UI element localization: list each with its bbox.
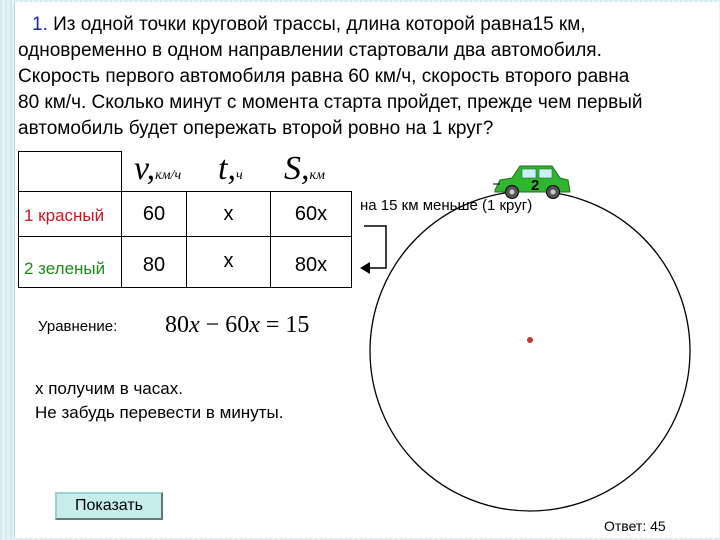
- show-button[interactable]: Показать: [55, 492, 163, 520]
- problem-line-5: автомобиль будет опережать второй ровно на 1 круг?: [18, 118, 494, 139]
- cell-distance-green: 80x: [294, 254, 328, 276]
- equation: 80x − 60x = 15: [165, 312, 310, 338]
- track-center-dot: [527, 337, 533, 343]
- cell-time-red: x: [223, 203, 234, 225]
- hint-line-2: Не забудь перевести в минуты.: [35, 403, 284, 422]
- problem-line-1: 1. Из одной точки круговой трассы, длина которой равна15 км,: [32, 14, 586, 35]
- problem-line-4: 80 км/ч. Сколько минут с момента старта пройдет, прежде чем первый: [18, 92, 643, 113]
- cell-time-green: x: [223, 250, 234, 272]
- row-label-green: 2 зеленый: [24, 259, 106, 278]
- difference-note: на 15 км меньше (1 круг): [360, 197, 533, 214]
- problem-number: 1.: [32, 14, 48, 35]
- problem-line-2: одновременно в одном направлении стартовали два автомобиля.: [18, 40, 602, 61]
- cell-speed-green: 80: [142, 254, 166, 276]
- answer-value: 45: [650, 518, 666, 534]
- circular-track: [370, 191, 690, 511]
- equation-label: Уравнение:: [38, 318, 118, 335]
- header-time: t,ч: [218, 150, 243, 187]
- row-label-red: 1 красный: [24, 206, 105, 225]
- header-speed: v,км/ч: [134, 150, 182, 187]
- bracket-arrow: [364, 226, 386, 268]
- hint-text: [35, 377, 283, 425]
- header-distance: S,км: [284, 150, 325, 187]
- problem-line-3: Скорость первого автомобиля равна 60 км/ч, скорость второго равна: [18, 66, 630, 87]
- arrow-head: [360, 262, 370, 274]
- hint-line-1: х получим в часах.: [35, 379, 183, 398]
- answer-label: Ответ:: [604, 518, 647, 534]
- car-number: 2: [531, 177, 540, 194]
- cell-speed-red: 60: [142, 203, 166, 225]
- cell-distance-red: 60x: [294, 203, 328, 225]
- answer: [604, 518, 666, 534]
